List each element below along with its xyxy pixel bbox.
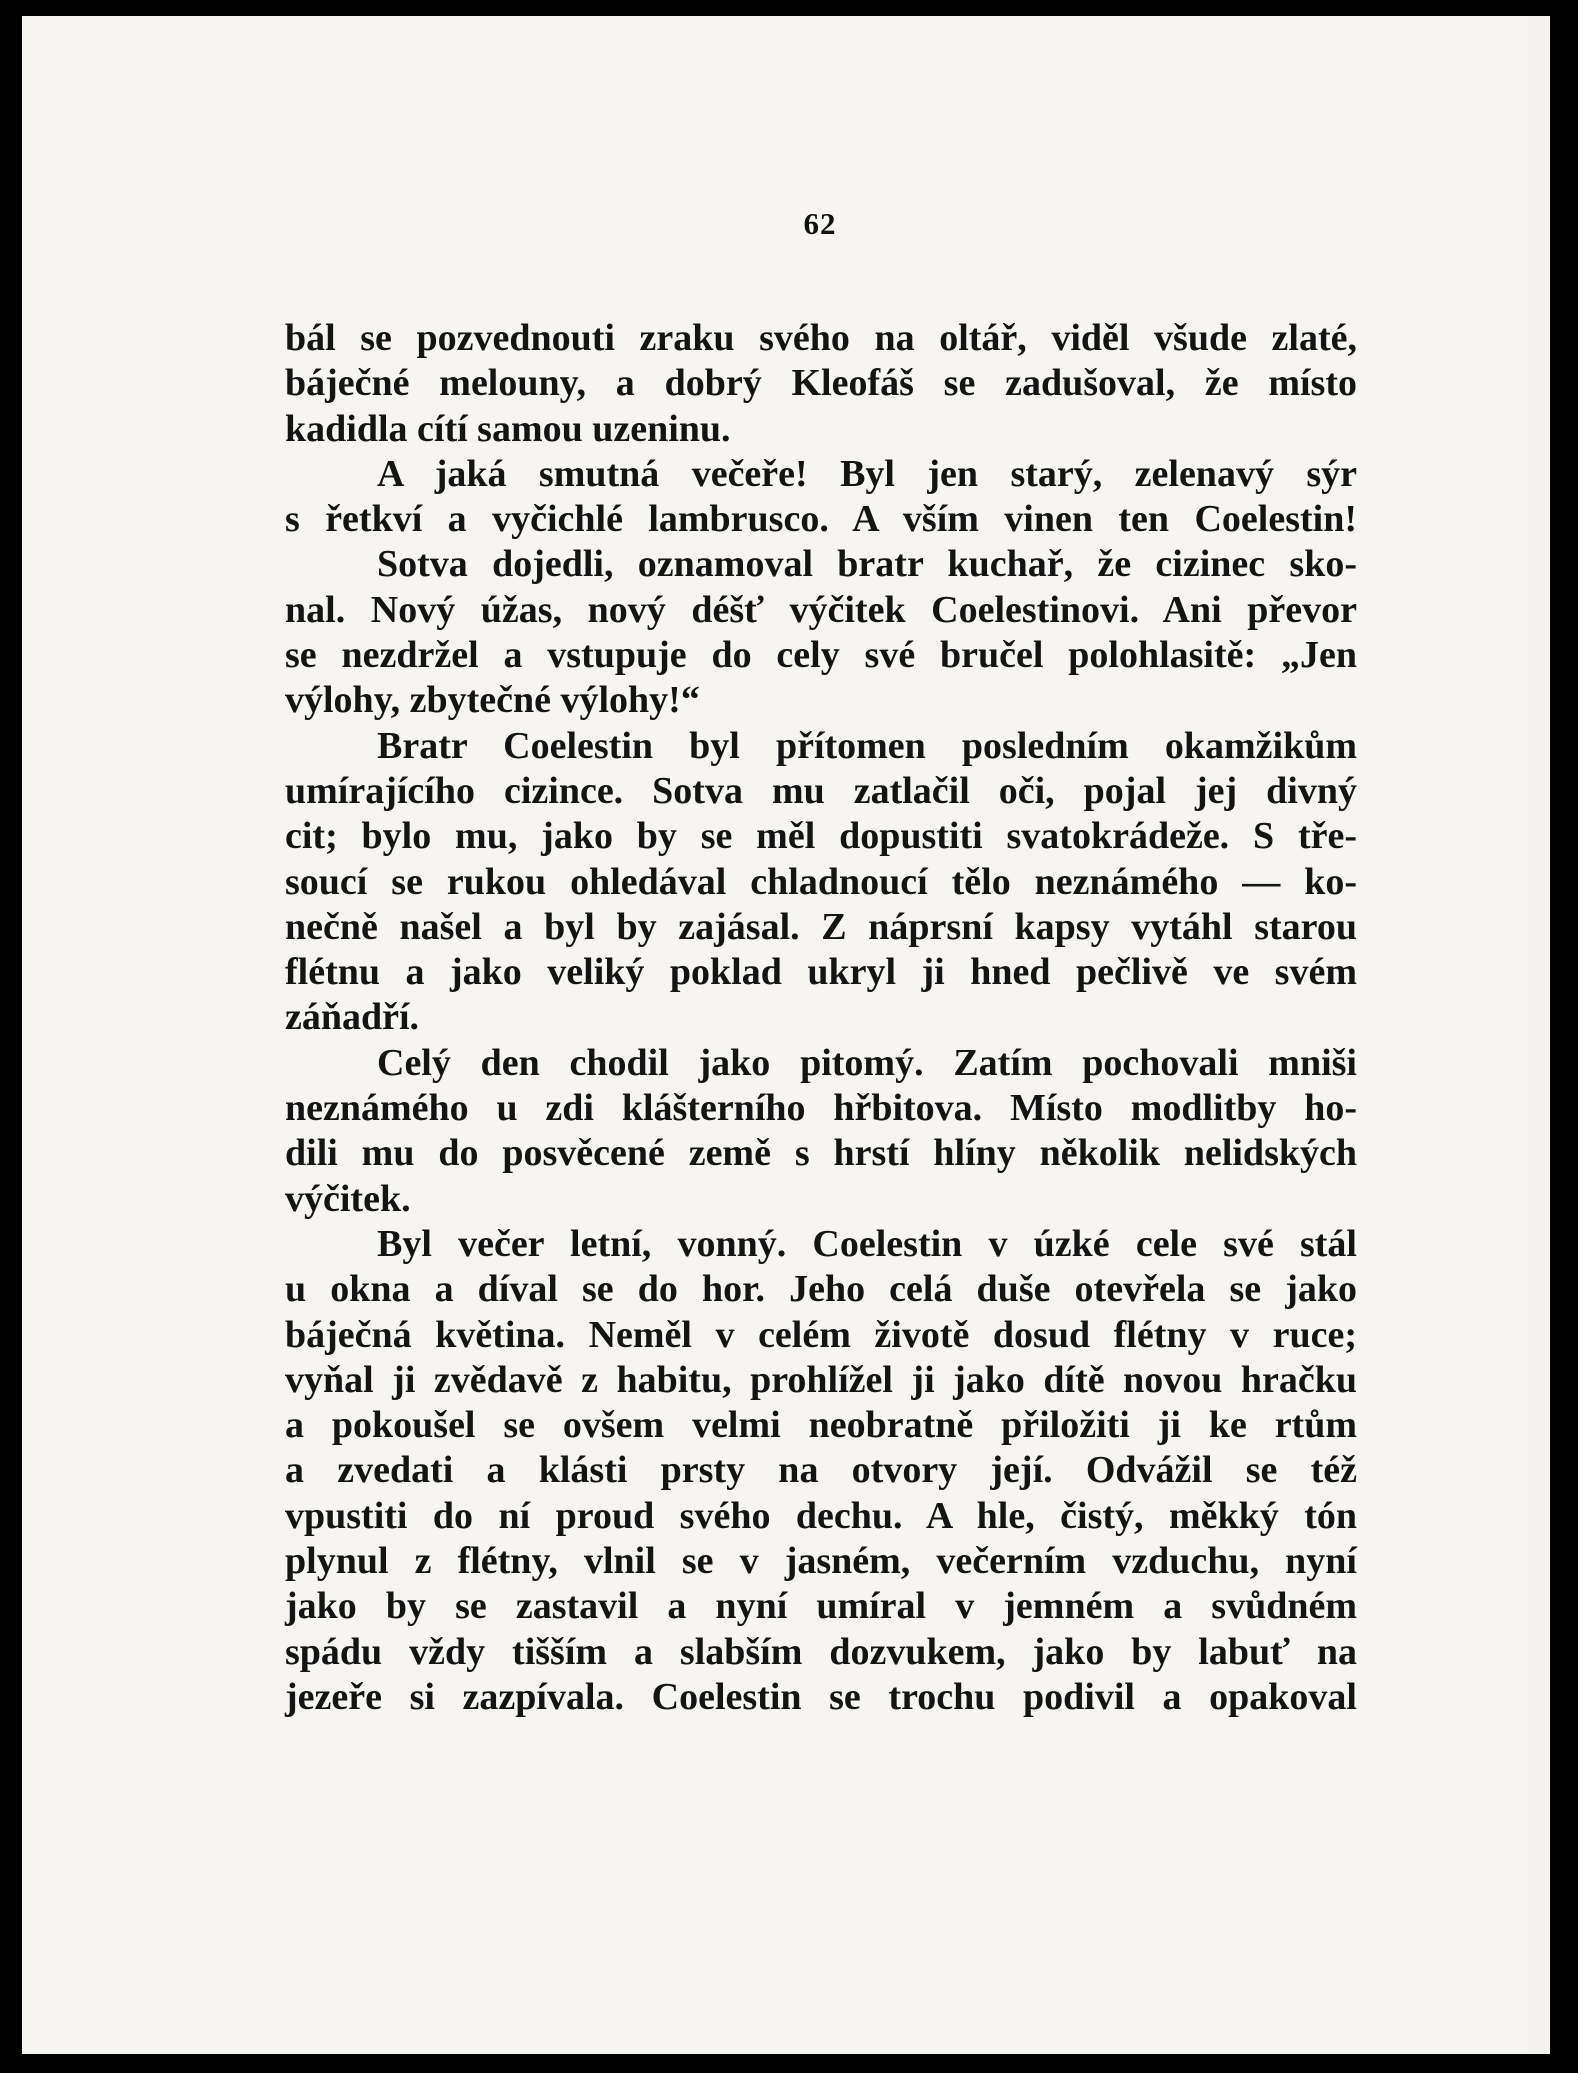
text-line: spádu vždy tišším a slabším dozvukem, jako by labuť na — [285, 1630, 1357, 1673]
text-line: dili mu do posvěcené země s hrstí hlíny několik nelidských — [285, 1132, 1357, 1175]
text-line: kadidla cítí samou uzeninu. — [285, 407, 731, 450]
text-line: báječné melouny, a dobrý Kleofáš se zadušoval, že místo — [285, 362, 1357, 405]
text-line: jako by se zastavil a nyní umíral v jemném a svůdném — [285, 1585, 1357, 1628]
text-line: se nezdržel a vstupuje do cely své bručel polohlasitě: „Jen — [285, 634, 1357, 677]
text-line: soucí se rukou ohledával chladnoucí tělo neznámého — ko- — [285, 860, 1357, 903]
text-line: bál se pozvednouti zraku svého na oltář, viděl všude zlaté, — [285, 317, 1357, 359]
text-line: Bratr Coelestin byl přítomen posledním okamžikům — [377, 724, 1357, 767]
text-line: báječná květina. Neměl v celém životě dosud flétny v ruce; — [285, 1313, 1357, 1356]
text-line: a zvedati a klásti prsty na otvory její. Odvážil se též — [285, 1449, 1357, 1492]
text-line: cit; bylo mu, jako by se měl dopustiti svatokrádeže. S tře- — [285, 815, 1357, 858]
text-line: vyňal ji zvědavě z habitu, prohlížel ji jako dítě novou hračku — [285, 1358, 1357, 1401]
body-text — [285, 316, 1357, 1720]
text-line: výčitek. — [285, 1177, 411, 1220]
text-line: Byl večer letní, vonný. Coelestin v úzké cele své stál — [377, 1222, 1357, 1265]
text-line: umírajícího cizince. Sotva mu zatlačil oči, pojal jej divný — [285, 769, 1357, 812]
text-line: u okna a díval se do hor. Jeho celá duše otevřela se jako — [285, 1268, 1357, 1311]
text-line: Sotva dojedli, oznamoval bratr kuchař, že cizinec sko- — [377, 543, 1357, 586]
text-line: záňadří. — [285, 996, 420, 1039]
text-line: s řetkví a vyčichlé lambrusco. A vším vinen ten Coelestin! — [285, 498, 1357, 541]
text-line: vpustiti do ní proud svého dechu. A hle, čistý, měkký tón — [285, 1494, 1357, 1537]
text-line: nal. Nový úžas, nový déšť výčitek Coelestinovi. Ani převor — [285, 588, 1357, 631]
page-edge — [1528, 16, 1550, 2054]
page-number: 62 — [803, 206, 837, 241]
text-line: výlohy, zbytečné výlohy!“ — [285, 679, 700, 722]
text-line: A jaká smutná večeře! Byl jen starý, zelenavý sýr — [377, 452, 1357, 495]
text-line: neznámého u zdi klášterního hřbitova. Místo modlitby ho- — [285, 1087, 1357, 1130]
text-line: Celý den chodil jako pitomý. Zatím pochovali mniši — [377, 1041, 1357, 1084]
text-line: plynul z flétny, vlnil se v jasném, večerním vzduchu, nyní — [285, 1540, 1357, 1583]
text-line: nečně našel a byl by zajásal. Z náprsní kapsy vytáhl starou — [285, 905, 1357, 948]
text-line: flétnu a jako veliký poklad ukryl ji hned pečlivě ve svém — [285, 951, 1357, 994]
text-line: a pokoušel se ovšem velmi neobratně přiložiti ji ke rtům — [285, 1404, 1357, 1447]
text-line: jezeře si zazpívala. Coelestin se trochu podivil a opakoval — [285, 1675, 1357, 1718]
